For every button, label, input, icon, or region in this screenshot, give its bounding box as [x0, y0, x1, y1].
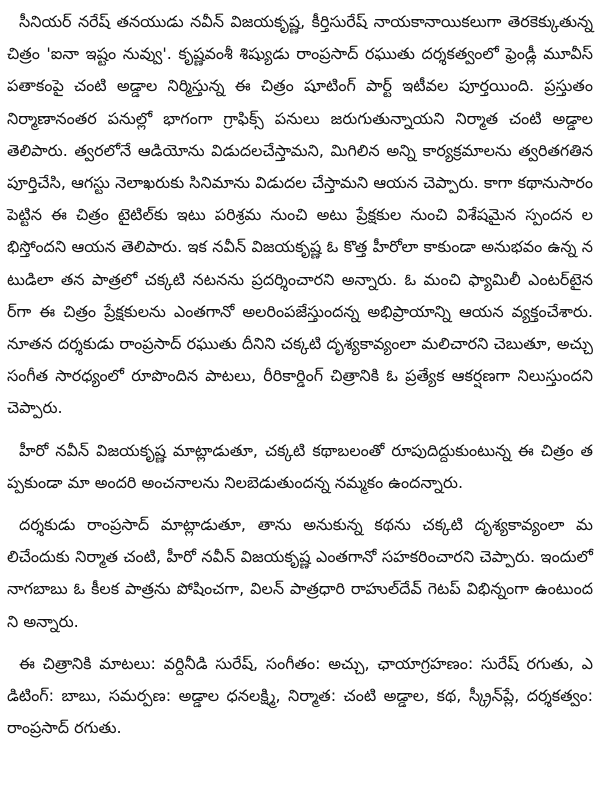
article-paragraph: హీరో నవీన్‌ విజయకృష్ణ మాట్లాడుతూ, చక్కటి కథాబలంతో రూపుదిద్దుకుంటున్న ఈ చిత్రం తప్పకుండా మా అందరి అంచనాలను నిలబెడుతుందన్న నమ్మకం ఉందన్నారు.: [7, 440, 593, 492]
article-paragraph: ఈ చిత్రానికి మాటలు: వర్దినీడి సురేష్‌, సంగీతం: అచ్చు, ఛాయాగ్రహణం: సురేష్‌ రగుతు, ఎడిటింగ్‌: బాబు, సమర్పణ: అడ్డాల ధనలక్ష్మి, నిర్మాత: చంటి అడ్డాల, కథ, స్క్రీన్‌ప్లే, దర్శకత్వం: రాంప్రసాద్‌ రగుతు.: [7, 653, 593, 738]
article-paragraph: సీనియర్‌ నరేష్‌ తనయుడు నవీన్‌ విజయకృష్ణ, కీర్తిసురేష్‌ నాయకానాయికలుగా తెరకెక్కుతున్న చిత్రం 'ఐనా ఇష్టం నువ్వు'. కృష్ణవంశీ శిష్యుడు రాంప్రసాద్‌ రఘుతు దర్శకత్వంలో ఫ్రెండ్లీ మూవీస్‌ పతాకంపై చంటి అడ్డాల నిర్మిస్తున్న ఈ చిత్రం షూటింగ్‌ పార్ట్‌ ఇటీవల పూర్తయింది. ప్రస్తుతం నిర్మాణానంతర పనుల్లో భాగంగా గ్రాఫిక్స్‌ పనులు జరుగుతున్నాయని నిర్మాత చంటి అడ్డాల తెలిపారు. త్వరలోనే ఆడియోను విడుదలచేస్తామని, మిగిలిన అన్ని కార్యక్రమాలను త్వరితగతిన పూర్తిచేసి, ఆగస్టు నెలాఖరుకు సినిమాను విడుదల చేస్తామని ఆయన చెప్పారు. కాగా కథానుసారం పెట్టిన ఈ చిత్రం టైటిల్‌కు ఇటు పరిశ్రమ నుంచి అటు ప్రేక్షకుల నుంచి విశేషమైన స్పందన లభిస్తోందని ఆయన తెలిపారు. ఇక నవీన్‌ విజయకృష్ణ ఓ కొత్త హీరోలా కాకుండా అనుభవం ఉన్న నటుడిలా తన పాత్రలో చక్కటి నటనను ప్రదర్శించారని అన్నారు. ఓ మంచి ఫ్యామిలీ ఎంటర్‌టైనర్‌గా ఈ చిత్రం ప్రేక్షకులను ఎంతగానో అలరింపజేస్తుందన్న అభిప్రాయాన్ని ఆయన వ్యక్తంచేశారు. నూతన దర్శకుడు రాంప్రసాద్‌ రఘుతు దీనిని చక్కటి దృశ్యకావ్యంలా మలిచారని చెబుతూ, అచ్చు సంగీత సారధ్యంలో రూపొందిన పాటలు, రీరికార్డింగ్‌ చిత్రానికి ఓ ప్రత్యేక ఆకర్షణగా నిలుస్తుందని చెప్పారు.: [7, 12, 593, 418]
article-paragraph: దర్శకుడు రాంప్రసాద్‌ మాట్లాడుతూ, తాను అనుకున్న కథను చక్కటి దృశ్యకావ్యంలా మలిచేందుకు నిర్మాత చంటి, హీరో నవీన్‌ విజయకృష్ణ ఎంతగానో సహకరించారని చెప్పారు. ఇందులో నాగబాబు ఓ కీలక పాత్రను పోషించగా, విలన్‌ పాత్రధారి రాహుల్‌దేవ్‌ గెటప్‌ విభిన్నంగా ఉంటుందని అన్నారు.: [7, 515, 593, 631]
